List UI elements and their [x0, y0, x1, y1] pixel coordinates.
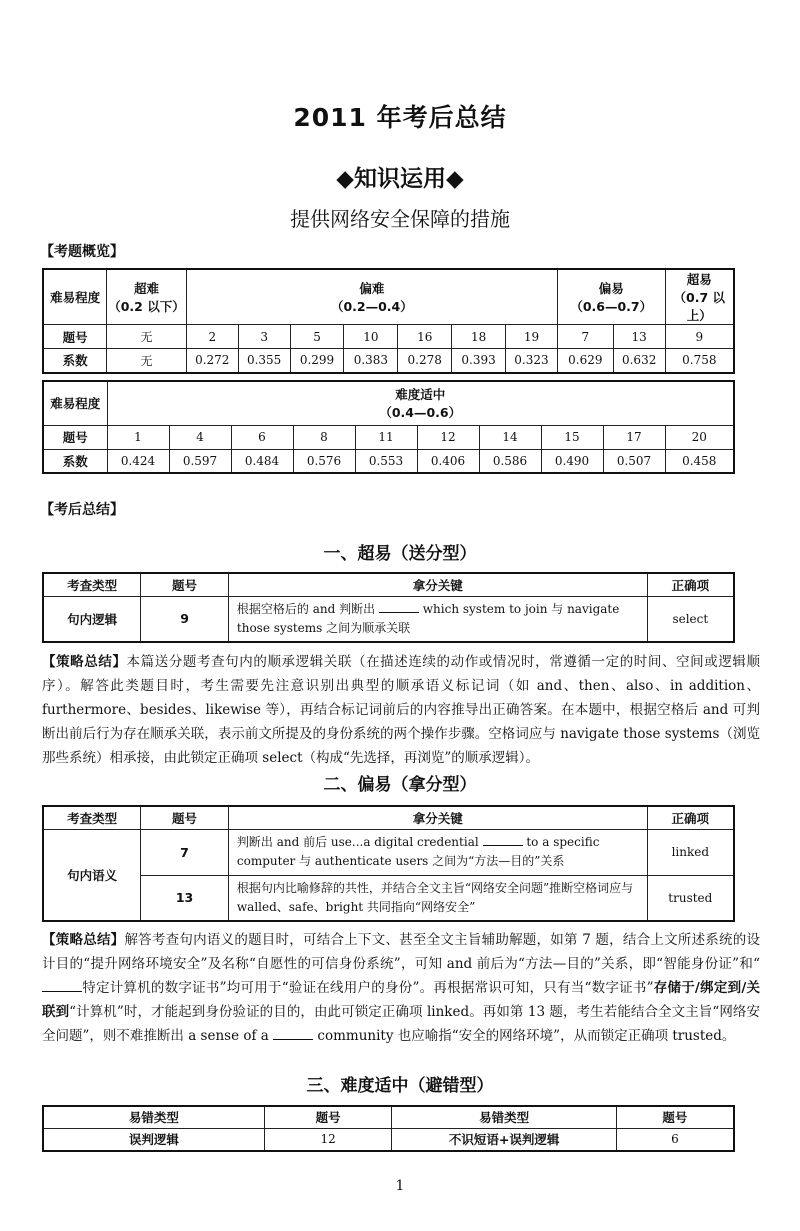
header-key: 拿分关键 — [228, 806, 647, 829]
cell-number: 2 — [186, 325, 238, 349]
cell-coef: 0.553 — [355, 449, 417, 473]
cell-number: 11 — [355, 425, 417, 449]
group-super-hard — [107, 269, 187, 325]
cell-coef: 0.484 — [231, 449, 293, 473]
cell-number: 8 — [293, 425, 355, 449]
header-answer: 正确项 — [647, 806, 734, 829]
cell-number: 15 — [541, 425, 603, 449]
cell-coef: 0.629 — [557, 349, 613, 373]
cell-number: 12 — [264, 1128, 392, 1151]
group-name: 超易 — [686, 272, 712, 287]
overview-label: 【考题概览】 — [40, 244, 124, 260]
cell-coef: 0.507 — [603, 449, 665, 473]
page-number: 1 — [395, 1178, 405, 1194]
cell-answer: select — [647, 596, 734, 642]
key-text-a: 判断出 and 前后 use...a digital credential — [236, 835, 479, 849]
cell-number: 3 — [238, 325, 290, 349]
header-number: 题号 — [141, 806, 229, 829]
cell-number: 20 — [665, 425, 734, 449]
cell-coef: 0.278 — [398, 349, 452, 373]
cell-coef: 0.597 — [169, 449, 231, 473]
answer-blank — [379, 600, 419, 613]
cell-number: 17 — [603, 425, 665, 449]
key-text-b: to a specific computer 与 authenticate users 之间为“方法—目的”关系 — [236, 835, 600, 868]
strategy-label: 【策略总结】 — [42, 654, 127, 670]
group-name: 偏易 — [598, 281, 624, 296]
answer-blank — [273, 1027, 313, 1040]
cell-number: 18 — [452, 325, 506, 349]
section-1-heading: 一、超易（送分型） — [323, 544, 477, 564]
cell-answer: linked — [647, 829, 734, 875]
group-range: （0.7 以上） — [673, 290, 726, 323]
cell-coef: 0.323 — [506, 349, 558, 373]
cell-coef: 0.355 — [238, 349, 290, 373]
group-easy — [557, 269, 665, 325]
group-range: （0.2—0.4） — [330, 299, 413, 314]
group-name: 偏难 — [359, 281, 385, 296]
section-title: ◆知识运用◆ — [336, 166, 464, 192]
strategy-label: 【策略总结】 — [42, 932, 125, 948]
page-title: 2011 年考后总结 — [293, 103, 507, 132]
section-1-strategy — [42, 650, 760, 770]
cell-number: 9 — [141, 596, 229, 642]
section-2-table — [42, 805, 735, 922]
article-title: 提供网络安全保障的措施 — [290, 207, 510, 231]
cell-coef: 0.393 — [452, 349, 506, 373]
difficulty-table-2 — [42, 380, 735, 474]
difficulty-table-1 — [42, 268, 735, 374]
row-label-coef: 系数 — [43, 449, 107, 473]
section-2-heading: 二、偏易（拿分型） — [323, 775, 477, 795]
header-error-type: 易错类型 — [392, 1106, 616, 1128]
answer-blank — [483, 833, 523, 846]
group-name: 超难 — [133, 281, 159, 296]
cell-type: 句内语义 — [43, 829, 141, 921]
header-type: 考查类型 — [43, 573, 141, 596]
cell-coef: 无 — [107, 349, 187, 373]
header-type: 考查类型 — [43, 806, 141, 829]
cell-number: 无 — [107, 325, 187, 349]
cell-number: 19 — [506, 325, 558, 349]
header-error-type: 易错类型 — [43, 1106, 264, 1128]
section-2-strategy — [42, 928, 760, 1048]
row-label-difficulty: 难易程度 — [43, 381, 107, 425]
group-range: （0.2 以下） — [108, 299, 185, 314]
cell-number: 13 — [613, 325, 665, 349]
cell-number: 4 — [169, 425, 231, 449]
section-3-table — [42, 1105, 735, 1152]
cell-coef: 0.490 — [541, 449, 603, 473]
group-range: （0.6—0.7） — [570, 299, 653, 314]
cell-answer: trusted — [647, 875, 734, 921]
header-number: 题号 — [616, 1106, 734, 1128]
cell-number: 7 — [557, 325, 613, 349]
cell-coef: 0.406 — [417, 449, 479, 473]
cell-number: 9 — [665, 325, 734, 349]
row-label-coef: 系数 — [43, 349, 107, 373]
answer-blank — [42, 979, 82, 992]
cell-coef: 0.758 — [665, 349, 734, 373]
strategy-text: 本篇送分题考查句内的顺承逻辑关联（在描述连续的动作或情况时，常遵循一定的时间、空间或逻辑顺序）。解答此类题目时，考生需要先注意识别出典型的顺承语义标记词（如 and、then、also、in addition、furthermore、besides、likewise 等），再结合标记词前后的内容推导出正确答案。在本题中，根据空格后 and 可判断出前后行为存在顺承关联，表示前文所提及的身份系统的两个操作步骤。空格词应与 navigate those systems（浏览那些系统）相承接，由此锁定正确项 select（构成“先选择，再浏览”的顺承逻辑）。 — [42, 654, 761, 766]
key-text-a: 根据空格后的 and 判断出 — [236, 601, 376, 616]
cell-type: 句内逻辑 — [43, 596, 141, 642]
cell-coef: 0.586 — [479, 449, 541, 473]
cell-key — [228, 829, 647, 875]
cell-coef: 0.299 — [290, 349, 344, 373]
strategy-text-a: 解答考查句内语义的题目时，可结合上下文、甚至全文主旨辅助解题，如第 7 题，结合上文所述系统的设计目的“提升网络环境安全”及名称“自愿性的可信身份系统”，可知 and 前后为“方法—目的”关系，即“智能身份证”和“ — [42, 932, 761, 972]
strategy-text-c: “计算机”时，才能起到身份验证的目的，由此可锁定正确项 linked。再如第 13 题，考生若能结合全文主旨“网络安全问题”，则不难推断出 a sense of a — [42, 1004, 761, 1044]
cell-error-type: 误判逻辑 — [43, 1128, 264, 1151]
cell-number: 13 — [141, 875, 229, 921]
cell-number: 16 — [398, 325, 452, 349]
cell-number: 6 — [616, 1128, 734, 1151]
row-label-number: 题号 — [43, 325, 107, 349]
summary-label: 【考后总结】 — [40, 502, 124, 518]
section-1-table — [42, 572, 735, 643]
cell-error-type: 不识短语+误判逻辑 — [392, 1128, 616, 1151]
cell-number: 1 — [107, 425, 169, 449]
cell-coef: 0.383 — [344, 349, 398, 373]
strategy-text-b: 特定计算机的数字证书”均可用于“验证在线用户的身份”。再根据常识可知，只有当“数字证书” — [82, 980, 654, 996]
group-range: （0.4—0.6） — [379, 405, 462, 421]
row-label-difficulty: 难易程度 — [43, 269, 107, 325]
group-name: 难度适中 — [395, 387, 446, 403]
group-super-easy — [665, 269, 734, 325]
cell-number: 5 — [290, 325, 344, 349]
cell-coef: 0.424 — [107, 449, 169, 473]
cell-coef: 0.458 — [665, 449, 734, 473]
header-key: 拿分关键 — [228, 573, 647, 596]
cell-number: 10 — [344, 325, 398, 349]
cell-coef: 0.272 — [186, 349, 238, 373]
cell-number: 7 — [141, 829, 229, 875]
header-number: 题号 — [264, 1106, 392, 1128]
cell-number: 12 — [417, 425, 479, 449]
group-medium — [107, 381, 734, 425]
strategy-bold: 存储于/绑定到/关联到 — [42, 980, 760, 1020]
header-number: 题号 — [141, 573, 229, 596]
strategy-text-d: community 也应喻指“安全的网络环境”，从而锁定正确项 trusted。 — [317, 1028, 736, 1044]
section-3-heading: 三、难度适中（避错型） — [306, 1076, 494, 1096]
header-answer: 正确项 — [647, 573, 734, 596]
cell-key: 根据句内比喻修辞的共性，并结合全文主旨“网络安全问题”推断空格词应与 walled、safe、bright 共同指向“网络安全” — [228, 875, 647, 921]
key-text-b: which system to join 与 navigate those systems 之间为顺承关联 — [236, 601, 620, 635]
cell-coef: 0.576 — [293, 449, 355, 473]
cell-key — [228, 596, 647, 642]
group-hard — [186, 269, 557, 325]
cell-coef: 0.632 — [613, 349, 665, 373]
row-label-number: 题号 — [43, 425, 107, 449]
cell-number: 14 — [479, 425, 541, 449]
cell-number: 6 — [231, 425, 293, 449]
